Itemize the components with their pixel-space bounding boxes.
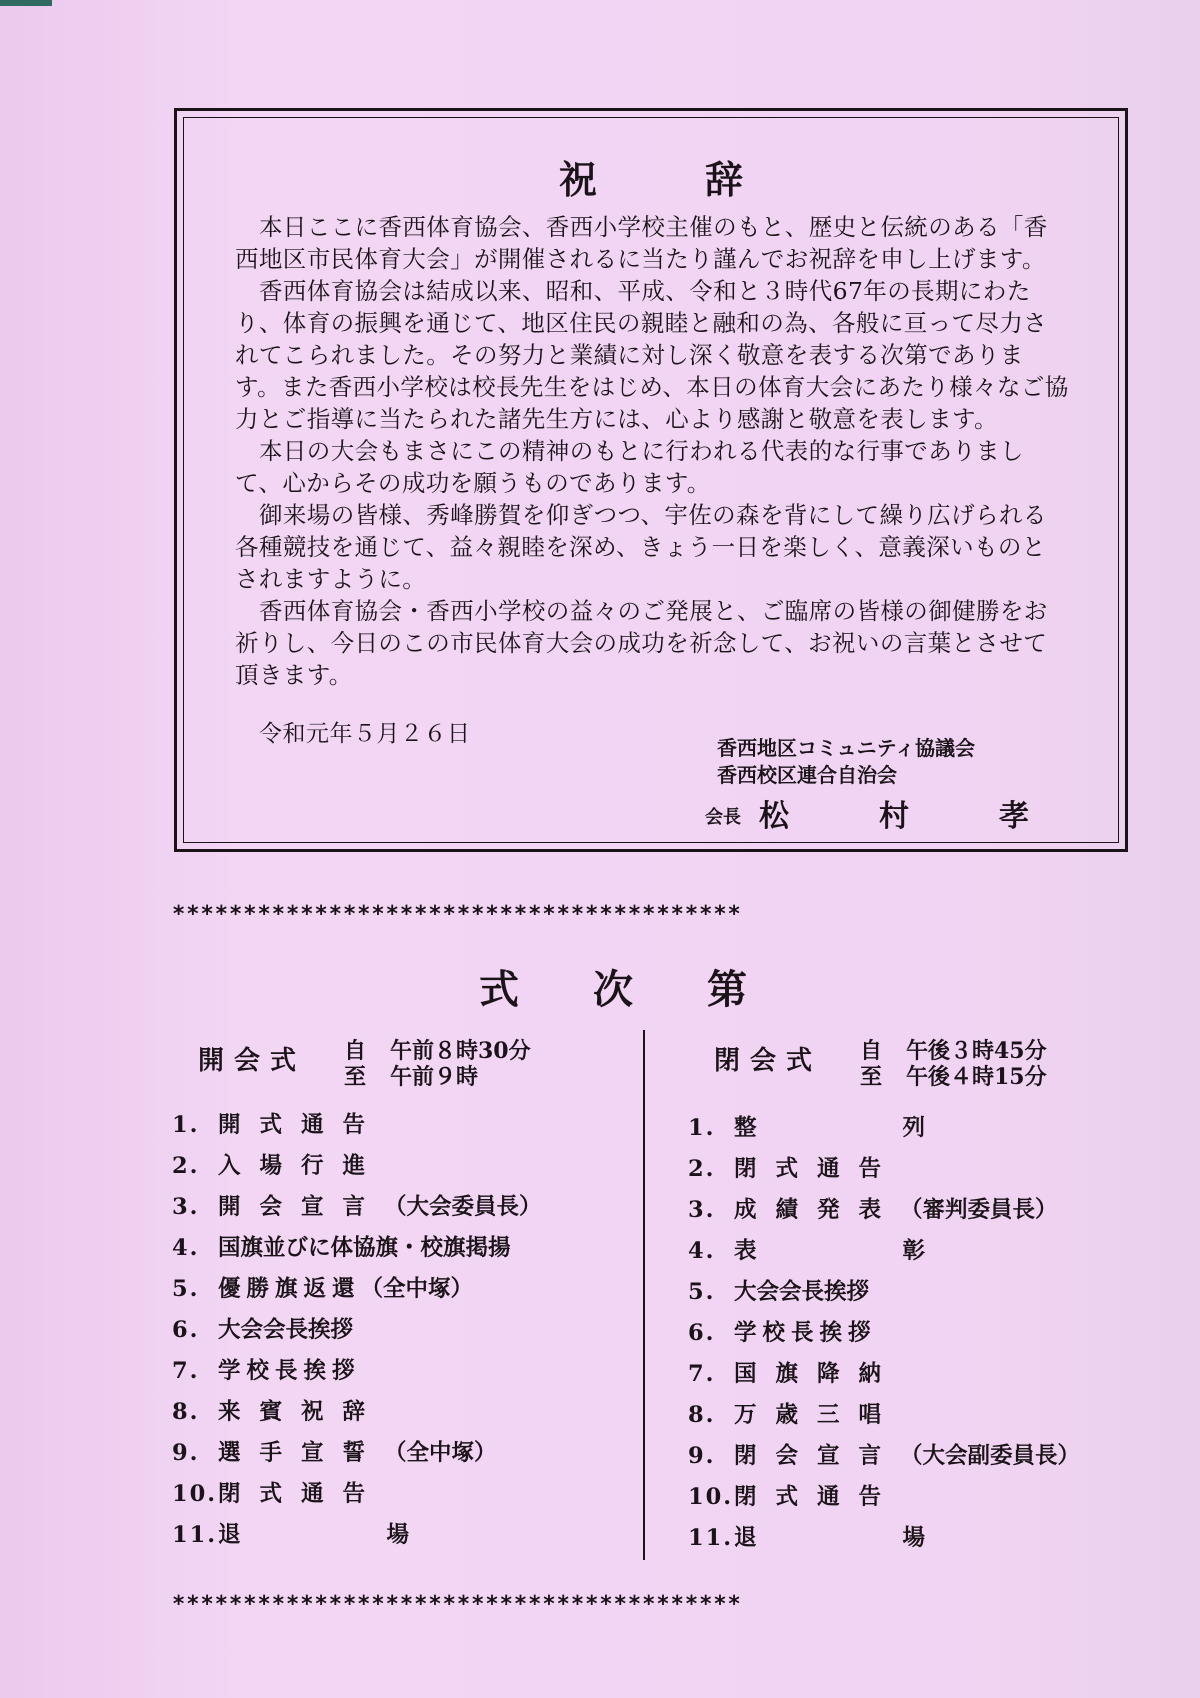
organization-block <box>717 735 975 789</box>
item-number: 1. <box>688 1115 716 1141</box>
list-item <box>172 1105 555 1146</box>
item-number: 10. <box>688 1484 734 1510</box>
opening-from-time: 午前８時30分 <box>390 1038 531 1064</box>
item-label: 学校長挨拶 <box>734 1320 877 1346</box>
opening-program-list <box>172 1105 555 1556</box>
list-item <box>172 1433 555 1474</box>
closing-to-time: 午後４時15分 <box>906 1064 1047 1090</box>
item-note: （全中塚） <box>360 1276 474 1302</box>
item-number: 8. <box>688 1402 716 1428</box>
item-note: （全中塚） <box>384 1440 497 1466</box>
opening-from-label: 自 <box>344 1038 367 1064</box>
item-note: （審判委員長） <box>900 1197 1058 1223</box>
item-label: 成績発表 <box>734 1197 901 1223</box>
item-number: 8. <box>172 1399 200 1425</box>
list-item <box>172 1310 555 1351</box>
item-note: （大会委員長） <box>384 1194 542 1220</box>
item-label: 来賓祝辞 <box>218 1399 385 1425</box>
closing-program-list <box>688 1108 1080 1559</box>
item-number: 4. <box>688 1238 716 1264</box>
item-label: 表彰 <box>734 1238 1072 1264</box>
item-label: 大会会長挨拶 <box>734 1279 870 1305</box>
item-number: 2. <box>172 1153 200 1179</box>
list-item <box>688 1436 1080 1477</box>
address-paragraph: 香西体育協会・香西小学校の益々のご発展と、ご臨席の皆様の御健勝をお祈りし、今日のこの市民体育大会の成功を祈念して、お祝いの言葉とさせて頂きます。 <box>235 597 1048 689</box>
signature <box>705 791 1119 834</box>
address-title: 祝辞 <box>558 157 851 202</box>
item-number: 2. <box>688 1156 716 1182</box>
item-label: 閉式通告 <box>734 1156 901 1182</box>
list-item <box>172 1228 555 1269</box>
item-label: 開会宣言 <box>218 1194 385 1220</box>
item-label: 大会会長挨拶 <box>218 1317 354 1343</box>
list-item <box>688 1313 1080 1354</box>
star-divider-top: **************************************** <box>172 902 742 927</box>
corner-mark <box>0 0 52 6</box>
list-item <box>688 1108 1080 1149</box>
item-number: 6. <box>688 1320 716 1346</box>
closing-ceremony-name: 閉会式 <box>714 1046 823 1076</box>
item-label: 閉会宣言 <box>734 1443 901 1469</box>
list-item <box>688 1231 1080 1272</box>
closing-from-time: 午後３時45分 <box>906 1038 1047 1064</box>
address-paragraph: 本日の大会もまさにこの精神のもとに行われる代表的な行事でありまして、心からその成功を願うものであります。 <box>235 437 1024 497</box>
signer-title: 会長 <box>705 807 741 828</box>
item-label: 優勝旗返還 <box>218 1276 361 1302</box>
list-item <box>172 1474 555 1515</box>
item-note: （大会副委員長） <box>900 1443 1081 1469</box>
item-label: 国旗並びに体協旗・校旗掲揚 <box>218 1235 511 1261</box>
list-item <box>688 1149 1080 1190</box>
list-item <box>688 1272 1080 1313</box>
signer-name: 松村孝 <box>759 799 1119 834</box>
item-label: 万歳三唱 <box>734 1402 901 1428</box>
item-number: 9. <box>172 1440 200 1466</box>
star-divider-bottom: **************************************** <box>172 1592 742 1617</box>
item-label: 閉式通告 <box>218 1481 385 1507</box>
item-number: 1. <box>172 1112 200 1138</box>
opening-to-time: 午前９時 <box>390 1064 479 1090</box>
item-label: 退場 <box>734 1525 1072 1551</box>
address-frame <box>174 108 1128 852</box>
item-number: 11. <box>688 1525 734 1551</box>
address-paragraph: 本日ここに香西体育協会、香西小学校主催のもと、歴史と伝統のある「香西地区市民体育大会」が開催されるに当たり謹んでお祝辞を申し上げます。 <box>235 213 1048 273</box>
item-number: 5. <box>172 1276 200 1302</box>
program-title: 式次第 <box>479 966 821 1013</box>
address-paragraph: 御来場の皆様、秀峰勝賀を仰ぎつつ、宇佐の森を背にして繰り広げられる各種競技を通じて、益々親睦を深め、きょう一日を楽しく、意義深いものとされますように。 <box>235 501 1047 593</box>
list-item <box>688 1395 1080 1436</box>
list-item <box>172 1146 555 1187</box>
item-number: 3. <box>688 1197 716 1223</box>
item-number: 11. <box>172 1522 218 1548</box>
item-label: 入場行進 <box>218 1153 385 1179</box>
item-number: 9. <box>688 1443 716 1469</box>
list-item <box>688 1477 1080 1518</box>
address-body <box>235 211 1069 691</box>
list-item <box>172 1269 555 1310</box>
list-item <box>688 1354 1080 1395</box>
opening-ceremony-name: 開会式 <box>198 1046 307 1076</box>
column-divider <box>643 1030 645 1560</box>
item-label: 退場 <box>218 1522 556 1548</box>
address-date: 令和元年５月２６日 <box>259 721 471 747</box>
list-item <box>688 1518 1080 1559</box>
item-label: 開式通告 <box>218 1112 385 1138</box>
item-label: 学校長挨拶 <box>218 1358 361 1384</box>
organization-name-1: 香西地区コミュニティ協議会 <box>717 736 975 760</box>
item-number: 4. <box>172 1235 200 1261</box>
item-number: 7. <box>172 1358 200 1384</box>
item-label: 選手宣誓 <box>218 1440 385 1466</box>
item-number: 6. <box>172 1317 200 1343</box>
list-item <box>172 1187 555 1228</box>
opening-to-label: 至 <box>344 1064 367 1090</box>
list-item <box>172 1515 555 1556</box>
list-item <box>172 1351 555 1392</box>
list-item <box>172 1392 555 1433</box>
closing-to-label: 至 <box>860 1064 883 1090</box>
item-number: 7. <box>688 1361 716 1387</box>
item-number: 5. <box>688 1279 716 1305</box>
item-label: 国旗降納 <box>734 1361 901 1387</box>
item-number: 3. <box>172 1194 200 1220</box>
address-paragraph: 香西体育協会は結成以来、昭和、平成、令和と３時代67年の長期にわたり、体育の振興を通じて、地区住民の親睦と融和の為、各般に亘って尽力されてこられました。その努力と業績に対し深く敬意を表する次第であります。また香西小学校は校長先生をはじめ、本日の体育大会にあたり様々なご協力とご指導に当たられた諸先生方には、心より感謝と敬意を表します。 <box>235 277 1069 433</box>
item-number: 10. <box>172 1481 218 1507</box>
item-label: 閉式通告 <box>734 1484 901 1510</box>
closing-from-label: 自 <box>860 1038 883 1064</box>
list-item <box>688 1190 1080 1231</box>
organization-name-2: 香西校区連合自治会 <box>717 763 897 787</box>
item-label: 整列 <box>734 1115 1072 1141</box>
